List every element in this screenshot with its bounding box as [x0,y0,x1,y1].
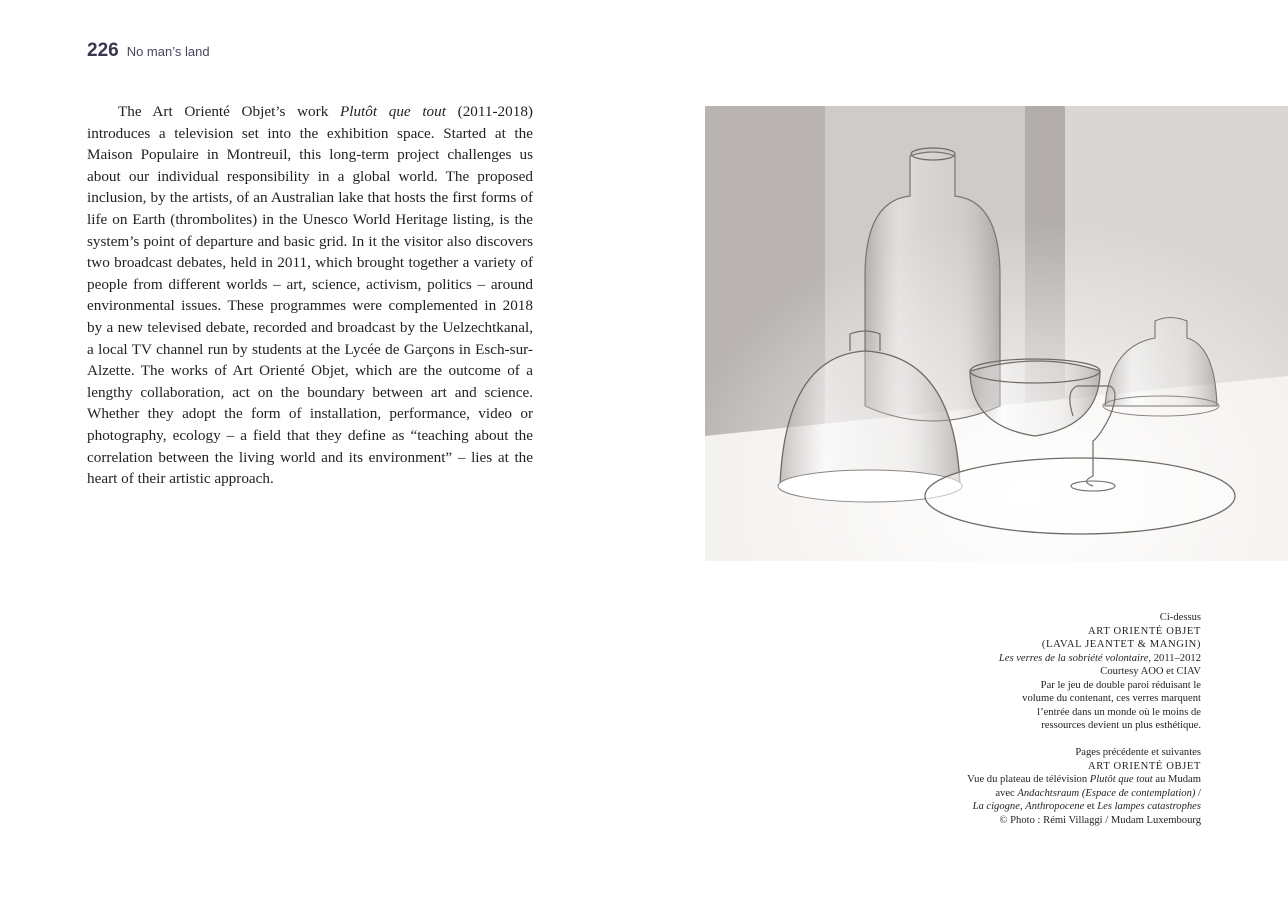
caption2-title: Anthropocene [1025,801,1085,812]
glass-vessels-image [705,106,1288,561]
caption-courtesy: Courtesy AOO et CIAV [1100,666,1201,677]
artwork-title: Plutôt que tout [339,103,446,120]
caption2-line [871,773,1201,787]
running-head [87,40,210,62]
caption-work-title: Les verres de la sobriété volontaire [998,652,1149,664]
caption-position-label: Ci-dessus [1159,612,1201,623]
caption-work-date: , 2011–2012 [1148,652,1201,664]
caption2-text: et [1084,801,1098,812]
caption2-title: La cigogne [972,801,1020,812]
caption2-title: Plutôt que tout [1089,774,1153,785]
caption2-title: Andachtsraum (Espace de contemplation) [1017,787,1196,799]
caption2-photo-credit: © Photo : Rémi Villaggi / Mudam Luxembourg [999,814,1201,826]
caption-work-line [871,652,1201,666]
body-text [87,101,533,490]
caption2-text: / [1195,787,1201,799]
caption2-line [871,787,1201,801]
caption2-text: avec [995,787,1018,799]
body-text-intro: The Art Orienté Objet’s work [118,103,340,120]
artwork-photo [705,106,1288,561]
caption2-position-label: Pages précédente et suivantes [1075,747,1201,758]
page-number: 226 [87,40,119,61]
caption-description-line: Par le jeu de double paroi réduisant le [1040,679,1201,691]
caption-description-line: ressources devient un plus esthétique. [1041,720,1201,731]
caption-description-line: l’entrée dans un monde où le moins de [1037,706,1201,718]
caption2-text: , [1019,801,1026,812]
caption2-text: Vue du plateau de télévision [967,774,1090,785]
body-paragraph [87,101,533,490]
caption2-text: au Mudam [1152,774,1201,785]
caption-artist-members: (LAVAL JEANTET & MANGIN) [1041,639,1201,650]
caption2-title: Les lampes catastrophes [1097,801,1201,812]
caption2-artist: ART ORIENTÉ OBJET [1088,760,1201,772]
caption-artist: ART ORIENTÉ OBJET [1088,625,1201,637]
photo-caption [871,611,1201,827]
section-title: No man’s land [126,44,210,59]
caption-spacer [871,733,1201,747]
caption-description-line: volume du contenant, ces verres marquent [1022,693,1201,704]
caption2-line [871,800,1201,814]
body-text-main: (2011-2018) introduces a television set into the exhibition space. Started at the Maison Populaire in Montreuil, this long-term project challenges us about our individual responsibility in a global world. The proposed inclusion, by the artists, of an Australian lake that hosts the first forms of life on Earth (thrombolites) in the Unesco World Heritage listing, is the system’s point of departure and basic grid. In it the visitor also discovers two broadcast debates, held in 2011, which brought together a variety of people from different worlds – art, science, activism, politics – around environmental issues. These programmes were complemented in 2018 by a new televised debate, recorded and broadcast by the Uelzechtkanal, a local TV channel run by students at the Lycée de Garçons in Esch-sur-Alzette. The works of Art Orienté Objet, which are the outcome of a lengthy collaboration, act on the boundary between art and science. Whether they adopt the form of installation, performance, video or photography, ecology – a field that they define as “teaching about the correlation between the living world and its environment” – lies at the heart of their artistic approach. [87,103,533,488]
